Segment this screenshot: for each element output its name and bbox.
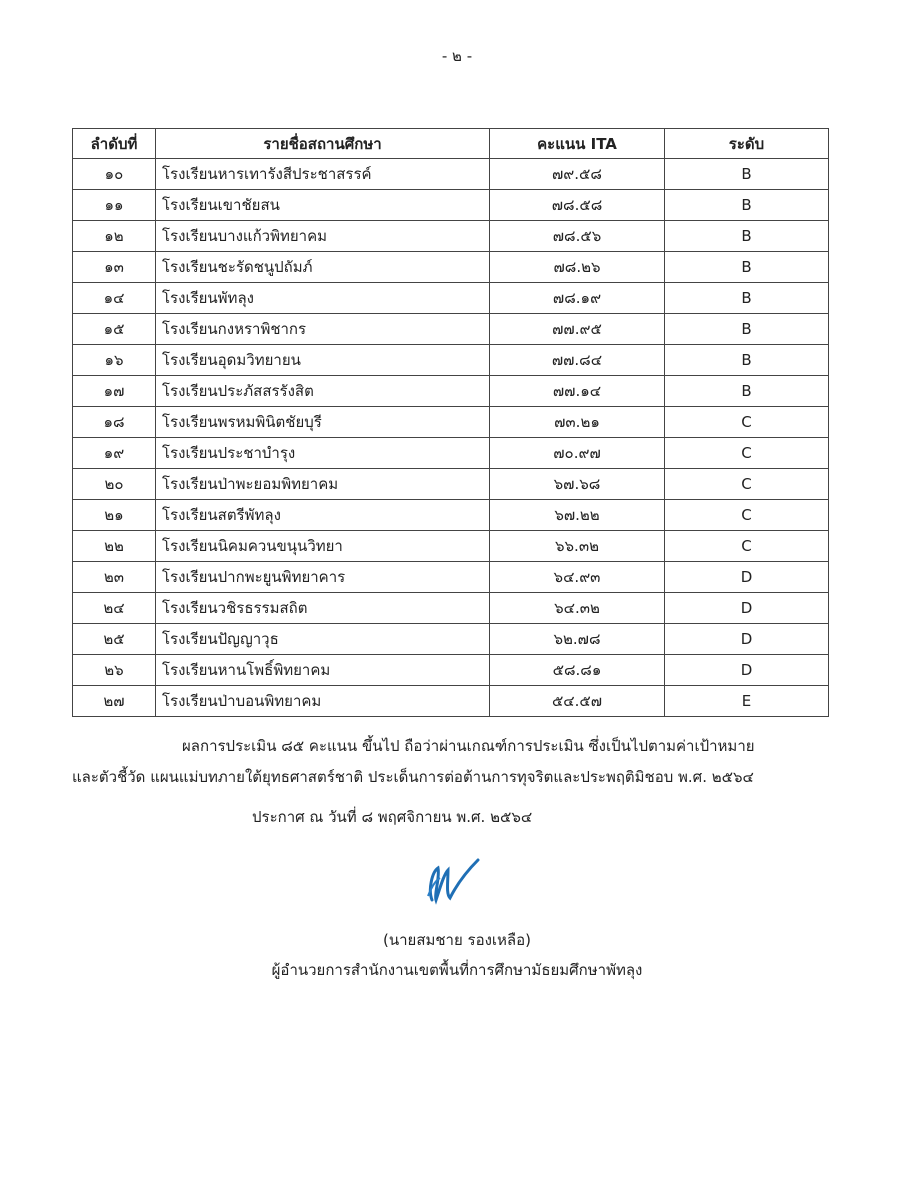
table-row — [73, 345, 829, 376]
level-cell: C — [665, 407, 829, 438]
table-row — [73, 314, 829, 345]
ita-score-cell: ๗๗.๘๔ — [490, 345, 665, 376]
school-name-cell: โรงเรียนพรหมพินิตชัยบุรี — [156, 407, 490, 438]
school-name-cell: โรงเรียนปากพะยูนพิทยาคาร — [156, 562, 490, 593]
ita-score-cell: ๖๔.๓๒ — [490, 593, 665, 624]
table-header-row — [73, 129, 829, 159]
rank-cell: ๑๘ — [73, 407, 156, 438]
table-row — [73, 407, 829, 438]
level-cell: C — [665, 438, 829, 469]
ita-score-cell: ๗๘.๒๖ — [490, 252, 665, 283]
table-row — [73, 252, 829, 283]
level-cell: B — [665, 221, 829, 252]
level-cell: D — [665, 655, 829, 686]
school-name-cell: โรงเรียนกงหราพิชากร — [156, 314, 490, 345]
school-name-cell: โรงเรียนหารเทารังสีประชาสรรค์ — [156, 159, 490, 190]
table-row — [73, 159, 829, 190]
ita-score-cell: ๖๔.๙๓ — [490, 562, 665, 593]
page-number: - ๒ - — [441, 47, 473, 65]
ita-score-cell: ๗๓.๒๑ — [490, 407, 665, 438]
school-name-cell: โรงเรียนอุดมวิทยายน — [156, 345, 490, 376]
rank-cell: ๒๑ — [73, 500, 156, 531]
school-name-cell: โรงเรียนสตรีพัทลุง — [156, 500, 490, 531]
table-row — [73, 531, 829, 562]
level-cell: C — [665, 531, 829, 562]
ita-score-cell: ๗๗.๑๔ — [490, 376, 665, 407]
school-name-cell: โรงเรียนพัทลุง — [156, 283, 490, 314]
rank-cell: ๒๐ — [73, 469, 156, 500]
criteria-paragraph-line2: และตัวชี้วัด แผนแม่บทภายใต้ยุทธศาสตร์ชาติ ประเด็นการต่อต้านการทุจริตและประพฤติมิชอบ พ.ศ. ๒๕๖๔ — [72, 768, 754, 786]
rank-cell: ๑๔ — [73, 283, 156, 314]
ita-score-cell: ๖๖.๓๒ — [490, 531, 665, 562]
level-cell: C — [665, 469, 829, 500]
level-cell: D — [665, 624, 829, 655]
level-cell: B — [665, 283, 829, 314]
school-name-cell: โรงเรียนชะรัดชนูปถัมภ์ — [156, 252, 490, 283]
header-level: ระดับ — [665, 129, 829, 159]
criteria-paragraph-line1: ผลการประเมิน ๘๕ คะแนน ขึ้นไป ถือว่าผ่านเกณฑ์การประเมิน ซึ่งเป็นไปตามค่าเป้าหมาย — [182, 737, 755, 755]
rank-cell: ๒๗ — [73, 686, 156, 717]
signer-name: (นายสมชาย รองเหลือ) — [383, 931, 531, 949]
table-row — [73, 686, 829, 717]
rank-cell: ๒๓ — [73, 562, 156, 593]
rank-cell: ๒๔ — [73, 593, 156, 624]
level-cell: C — [665, 500, 829, 531]
rank-cell: ๒๕ — [73, 624, 156, 655]
school-name-cell: โรงเรียนนิคมควนขนุนวิทยา — [156, 531, 490, 562]
level-cell: B — [665, 252, 829, 283]
rank-cell: ๑๒ — [73, 221, 156, 252]
ita-score-cell: ๗๘.๕๘ — [490, 190, 665, 221]
level-cell: D — [665, 562, 829, 593]
rank-cell: ๑๐ — [73, 159, 156, 190]
level-cell: D — [665, 593, 829, 624]
ita-score-cell: ๖๗.๒๒ — [490, 500, 665, 531]
level-cell: E — [665, 686, 829, 717]
rank-cell: ๑๙ — [73, 438, 156, 469]
ita-score-cell: ๖๗.๖๘ — [490, 469, 665, 500]
announcement-date: ประกาศ ณ วันที่ ๘ พฤศจิกายน พ.ศ. ๒๕๖๔ — [252, 808, 533, 826]
level-cell: B — [665, 190, 829, 221]
table-row — [73, 500, 829, 531]
ita-score-cell: ๕๘.๘๑ — [490, 655, 665, 686]
table-row — [73, 190, 829, 221]
school-name-cell: โรงเรียนป่าบอนพิทยาคม — [156, 686, 490, 717]
school-name-cell: โรงเรียนเขาชัยสน — [156, 190, 490, 221]
school-name-cell: โรงเรียนหานโพธิ์พิทยาคม — [156, 655, 490, 686]
rank-cell: ๒๖ — [73, 655, 156, 686]
school-name-cell: โรงเรียนปัญญาวุธ — [156, 624, 490, 655]
header-ita-score: คะแนน ITA — [490, 129, 665, 159]
level-cell: B — [665, 159, 829, 190]
table-row — [73, 438, 829, 469]
rank-cell: ๑๓ — [73, 252, 156, 283]
ita-score-cell: ๗๗.๙๕ — [490, 314, 665, 345]
school-name-cell: โรงเรียนบางแก้วพิทยาคม — [156, 221, 490, 252]
table-row — [73, 376, 829, 407]
table-row — [73, 221, 829, 252]
ita-score-cell: ๖๒.๗๘ — [490, 624, 665, 655]
table-row — [73, 624, 829, 655]
school-name-cell: โรงเรียนวชิรธรรมสถิต — [156, 593, 490, 624]
table-row — [73, 469, 829, 500]
ita-score-cell: ๕๔.๕๗ — [490, 686, 665, 717]
rank-cell: ๒๒ — [73, 531, 156, 562]
school-name-cell: โรงเรียนประภัสสรรังสิต — [156, 376, 490, 407]
table-row — [73, 593, 829, 624]
rank-cell: ๑๕ — [73, 314, 156, 345]
school-name-cell: โรงเรียนประชาบำรุง — [156, 438, 490, 469]
rank-cell: ๑๗ — [73, 376, 156, 407]
signature — [418, 850, 488, 910]
level-cell: B — [665, 345, 829, 376]
level-cell: B — [665, 376, 829, 407]
ita-score-table — [72, 128, 829, 717]
ita-score-cell: ๗๘.๕๖ — [490, 221, 665, 252]
ita-score-cell: ๗๙.๕๘ — [490, 159, 665, 190]
signer-title: ผู้อำนวยการสำนักงานเขตพื้นที่การศึกษามัธยมศึกษาพัทลุง — [271, 961, 643, 979]
header-school-name: รายชื่อสถานศึกษา — [156, 129, 490, 159]
rank-cell: ๑๖ — [73, 345, 156, 376]
table-row — [73, 562, 829, 593]
rank-cell: ๑๑ — [73, 190, 156, 221]
table-row — [73, 655, 829, 686]
header-rank: ลำดับที่ — [73, 129, 156, 159]
level-cell: B — [665, 314, 829, 345]
ita-score-cell: ๗๘.๑๙ — [490, 283, 665, 314]
school-name-cell: โรงเรียนป่าพะยอมพิทยาคม — [156, 469, 490, 500]
ita-score-cell: ๗๐.๙๗ — [490, 438, 665, 469]
table-row — [73, 283, 829, 314]
